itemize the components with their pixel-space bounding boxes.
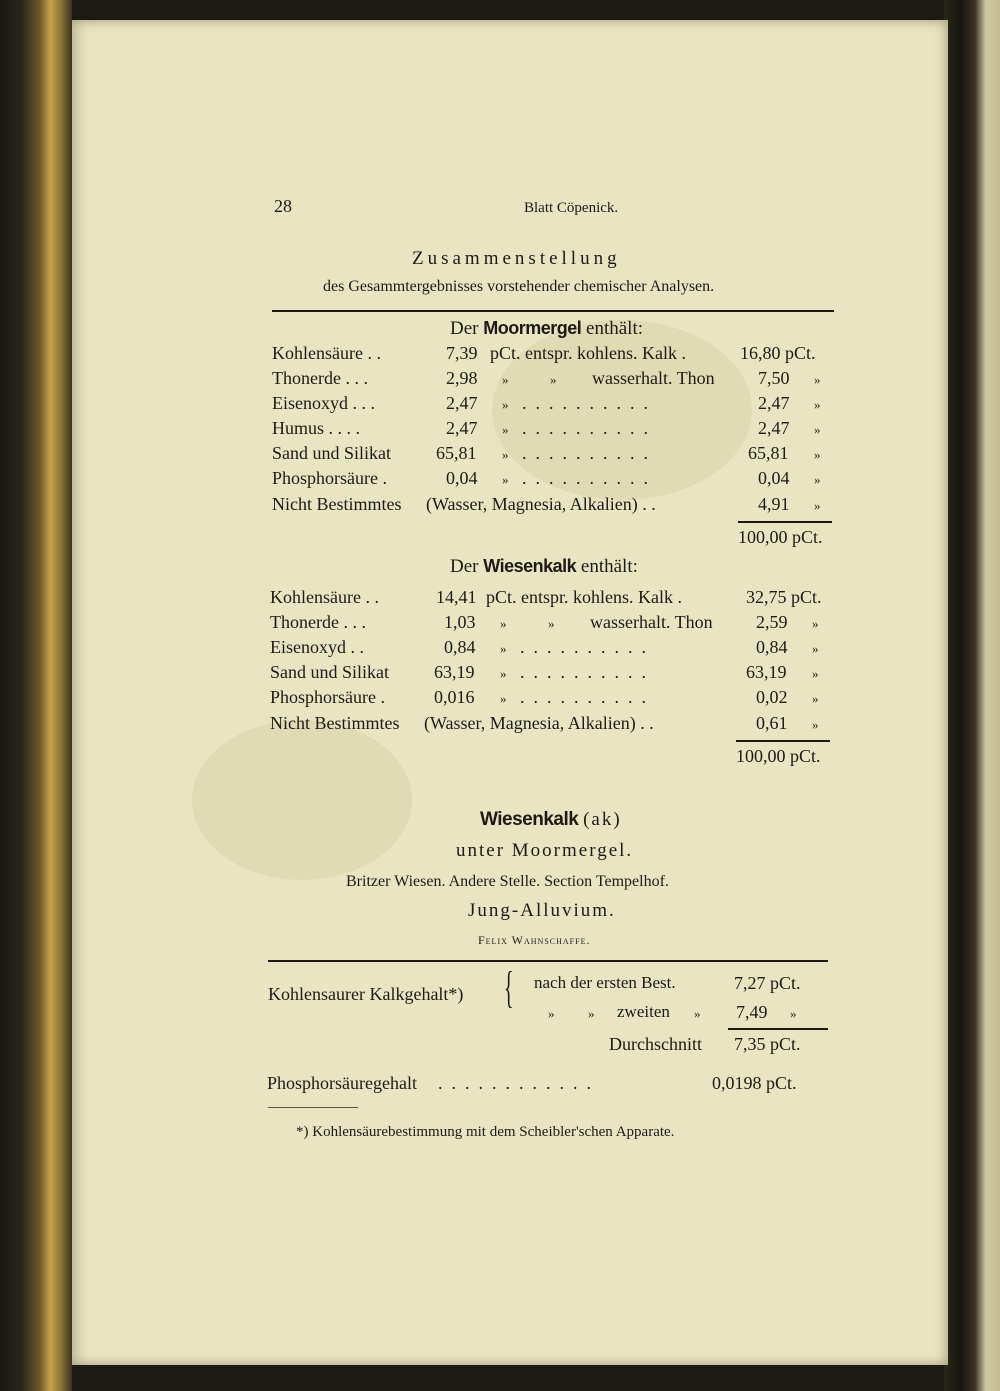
section2-rule: [268, 960, 828, 962]
section-title: Zusammenstellung: [412, 248, 621, 269]
table-row: Kohlensäure . . 7,39 pCt. entspr. kohlens. Kalk . 16,80 pCt.: [272, 343, 816, 363]
section2-line1: unter Moormergel.: [456, 840, 634, 861]
book-page: [72, 20, 948, 1365]
avg-value: 7,35 pCt.: [734, 1034, 801, 1054]
kalk-first-value: 7,27 pCt.: [734, 973, 801, 993]
avg-rule: [728, 1028, 828, 1030]
moormergel-name: Moormergel: [483, 318, 582, 338]
table-row: Thonerde . . . 2,98 » » wasserhalt. Thon 7,50 »: [272, 368, 821, 388]
running-head: Blatt Cöpenick.: [524, 200, 619, 216]
table-row: Nicht Bestimmtes (Wasser, Magnesia, Alkalien) . . 4,91 »: [272, 494, 821, 514]
author: Felix Wahnschaffe.: [478, 933, 591, 947]
footnote-rule: [268, 1107, 358, 1108]
table-row: Phosphorsäure . 0,016 » .......... 0,02 »: [270, 687, 819, 707]
total-row: 100,00 pCt.: [736, 746, 821, 766]
table-row: Nicht Bestimmtes (Wasser, Magnesia, Alkalien) . . 0,61 »: [270, 713, 819, 733]
table-row: Phosphorsäure . 0,04 » .......... 0,04 »: [272, 468, 821, 488]
sum-rule: [738, 521, 832, 523]
sum-rule: [736, 740, 830, 742]
book-binding: [0, 0, 72, 1391]
wiesenkalk-heading: Der Wiesenkalk enthält:: [450, 556, 638, 577]
table-row: Kohlensäure . . 14,41 pCt. entspr. kohlens. Kalk . 32,75 pCt.: [270, 587, 822, 607]
table-row: Humus . . . . 2,47 » .......... 2,47 »: [272, 418, 821, 438]
wiesenkalk-name: Wiesenkalk: [483, 556, 577, 576]
title-rule: [272, 310, 834, 312]
table-row: Eisenoxyd . . 0,84 » .......... 0,84 »: [270, 637, 819, 657]
page-number: 28: [274, 196, 292, 216]
next-page-edge: [944, 0, 1000, 1391]
table-row: Sand und Silikat 63,19 » .......... 63,19 »: [270, 662, 819, 682]
moormergel-heading: Der Moormergel enthält:: [450, 318, 643, 339]
table-row: Thonerde . . . 1,03 » » wasserhalt. Thon 2,59 »: [270, 612, 819, 632]
kalk-first-label: nach der ersten Best.: [534, 973, 676, 992]
section2-title: Wiesenkalk (ak): [480, 809, 622, 830]
section2-line3: Jung-Alluvium.: [468, 900, 616, 921]
brace: {: [504, 963, 514, 1012]
avg-label: Durchschnitt: [609, 1034, 702, 1054]
table-row: Sand und Silikat 65,81 » .......... 65,81 »: [272, 443, 821, 463]
section-subtitle: des Gesammtergebnisses vorstehender chemischer Analysen.: [323, 278, 715, 295]
table-row: Eisenoxyd . . . 2,47 » .......... 2,47 »: [272, 393, 821, 413]
phosphor-row: Phosphorsäuregehalt ............ 0,0198 pCt.: [267, 1073, 797, 1093]
kalk-second-row: » » zweiten » 7,49 »: [548, 1002, 797, 1022]
kalk-label: Kohlensaurer Kalkgehalt*): [268, 984, 464, 1004]
total-row: 100,00 pCt.: [738, 527, 823, 547]
footnote: *) Kohlensäurebestimmung mit dem Scheibler'schen Apparate.: [296, 1124, 675, 1140]
section2-line2: Britzer Wiesen. Andere Stelle. Section Tempelhof.: [346, 873, 669, 890]
